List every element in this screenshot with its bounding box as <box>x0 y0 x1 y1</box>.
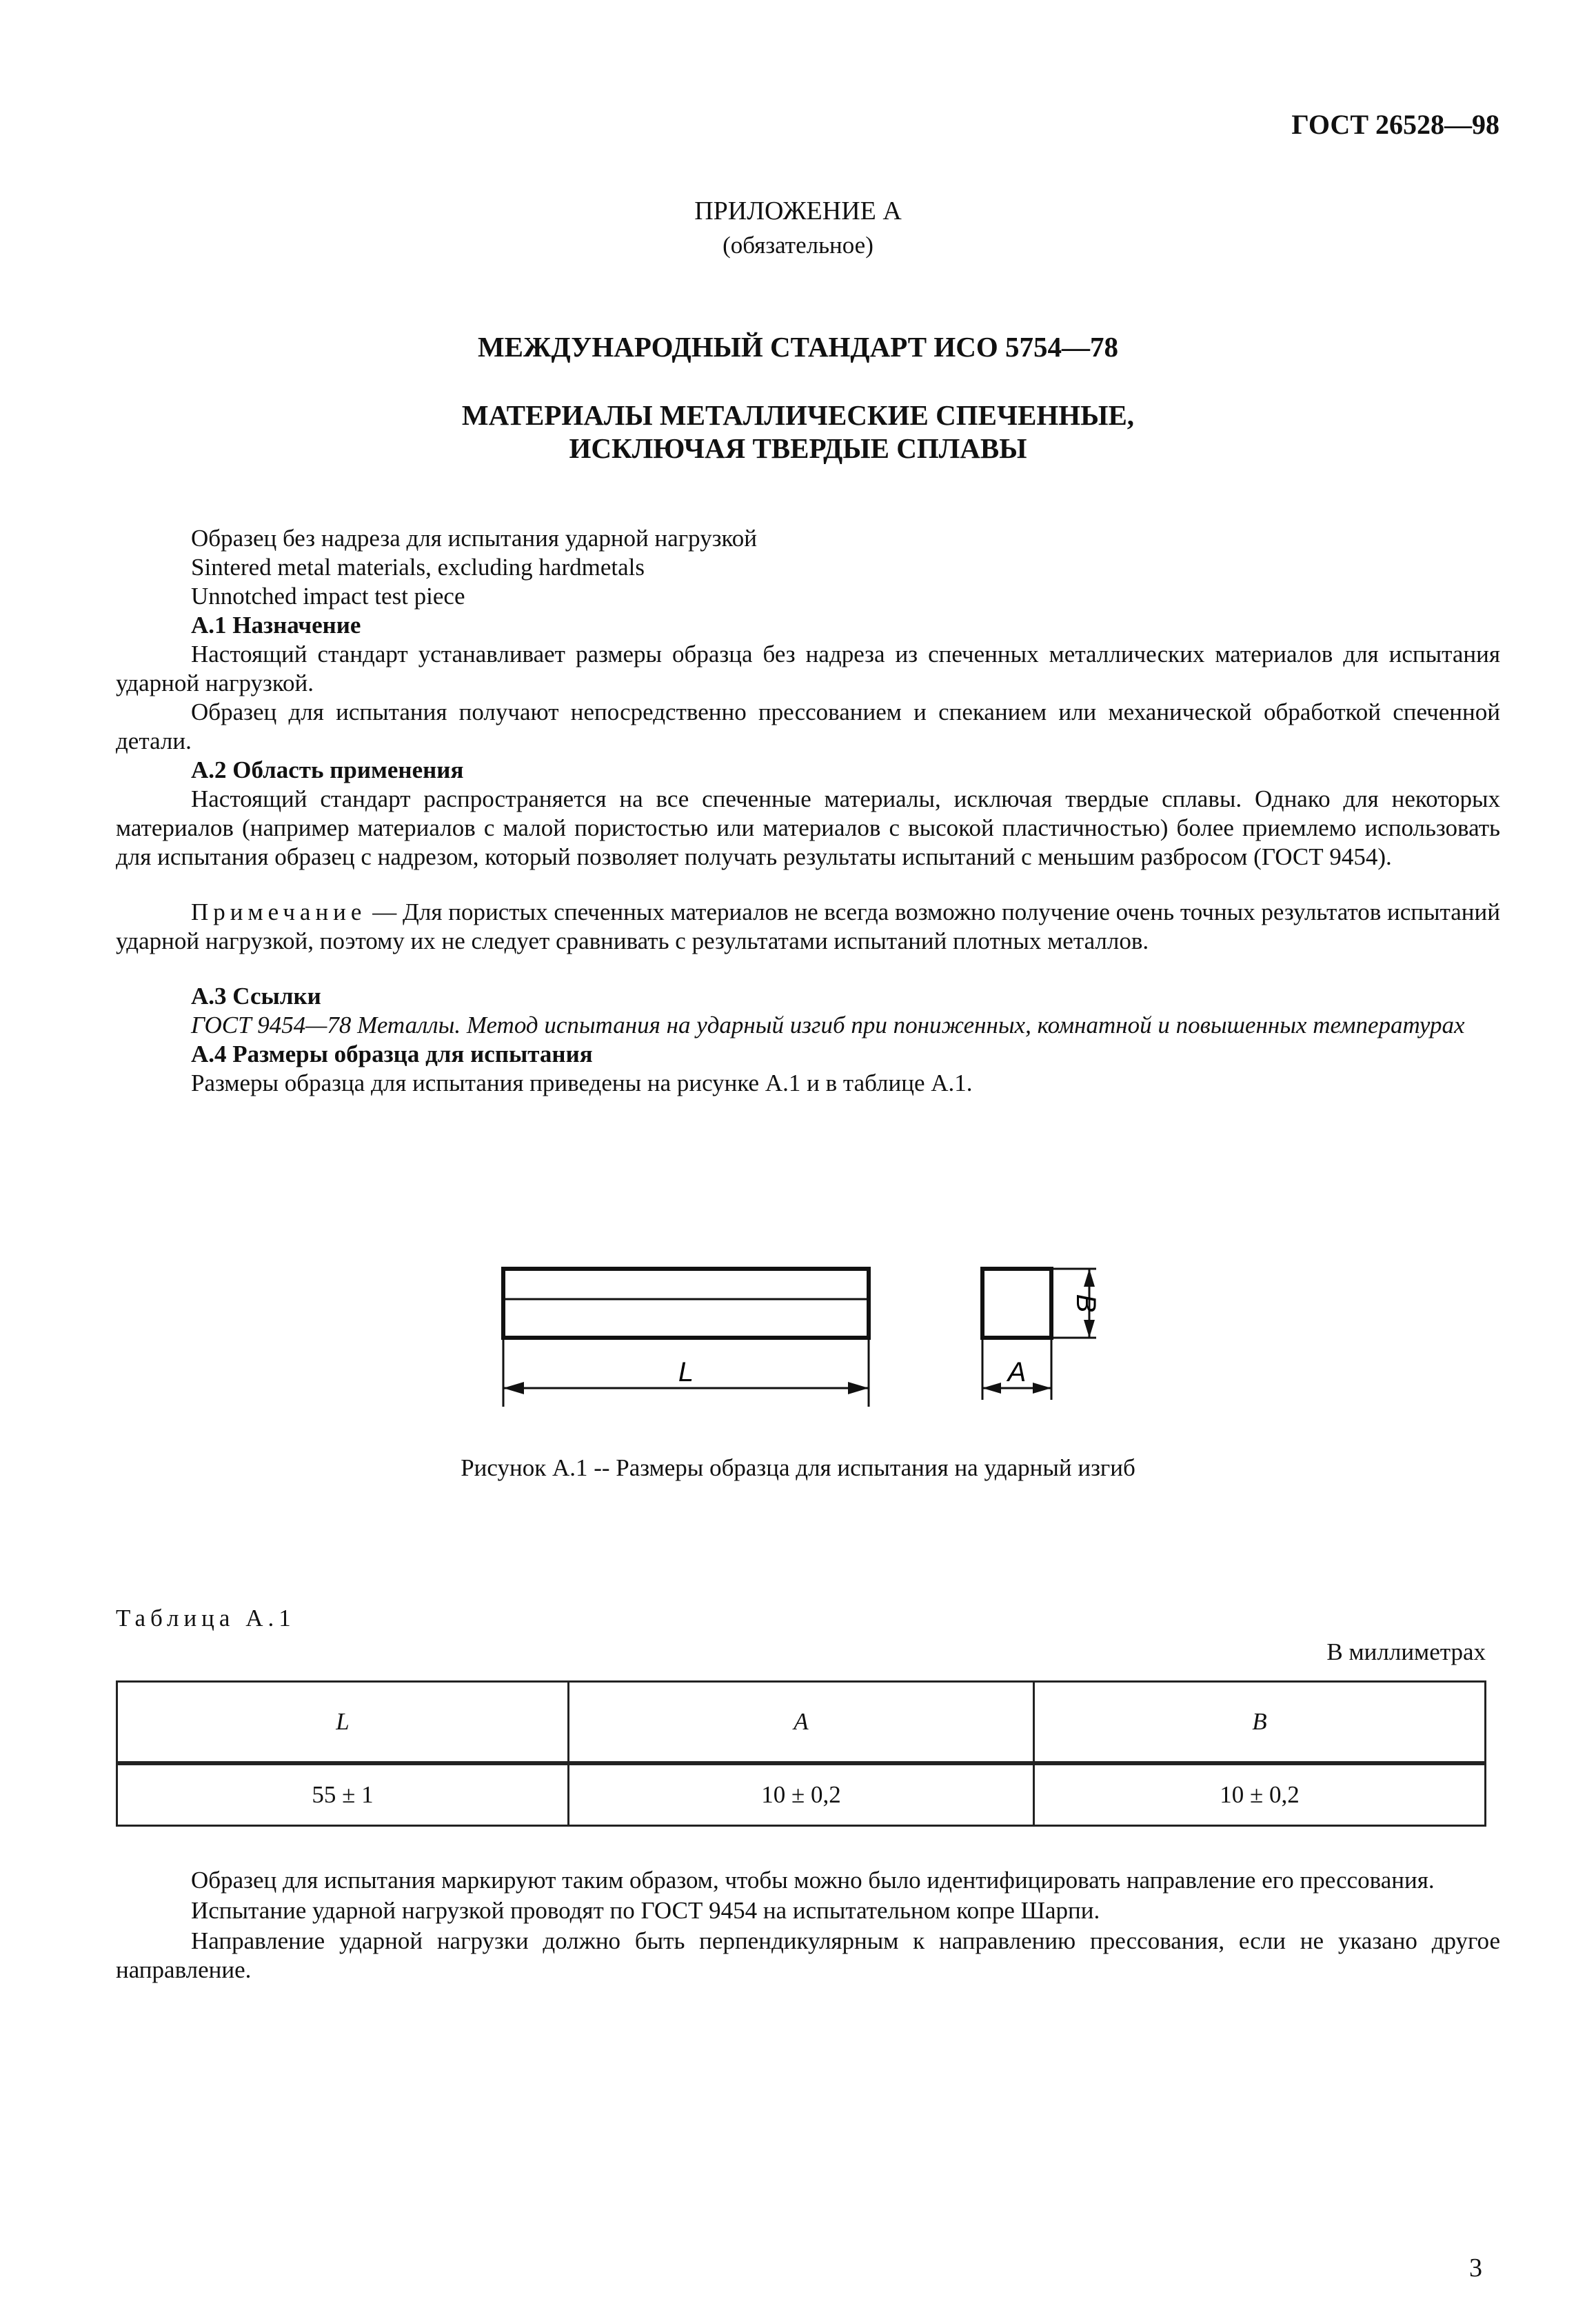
dimension-L-label: L <box>678 1357 694 1387</box>
closing-para1: Образец для испытания маркируют таким образом, чтобы можно было идентифицировать направление его прессования. <box>191 1867 1435 1894</box>
section-a2-para1: Настоящий стандарт распространяется на все спеченные материалы, исключая твердые сплавы. Однако для некоторых материалов (например материалов с малой пористостью или материалов с высокой пластичностью) более приемлемо использовать для испытания образец с надрезом, который позволяет получать результаты испытаний с меньшим разбросом (ГОСТ 9454). <box>116 785 1500 870</box>
document-code: ГОСТ 26528—98 <box>1291 109 1499 140</box>
dimension-A-label: A <box>1007 1357 1027 1387</box>
section-a1-para1: Настоящий стандарт устанавливает размеры образца без надреза из спеченных металлических материалов для испытания ударной нагрузкой. <box>116 641 1500 696</box>
section-a4-para1: Размеры образца для испытания приведены на рисунке А.1 и в таблице А.1. <box>191 1070 973 1096</box>
note-label: Примечание <box>191 899 367 925</box>
materials-title <box>0 399 1596 465</box>
lead-line-en2: Unnotched impact test piece <box>191 583 465 610</box>
figure-caption: Рисунок А.1 -- Размеры образца для испытания на ударный изгиб <box>461 1454 1135 1481</box>
closing-para2: Испытание ударной нагрузкой проводят по ГОСТ 9454 на испытательном копре Шарпи. <box>191 1897 1100 1924</box>
specimen-side-view <box>503 1269 869 1338</box>
appendix-note: (обязательное) <box>723 232 873 259</box>
section-a2-note <box>116 898 1500 956</box>
cell-L-value: 55 ± 1 <box>117 1763 569 1826</box>
materials-title-line2: ИСКЛЮЧАЯ ТВЕРДЫЕ СПЛАВЫ <box>569 432 1027 464</box>
dimensions-table <box>116 1680 1486 1827</box>
table-units: В миллиметрах <box>1326 1638 1486 1665</box>
header-L: L <box>117 1682 569 1764</box>
standard-title: МЕЖДУНАРОДНЫЙ СТАНДАРТ ИСО 5754—78 <box>477 331 1119 363</box>
table-header-row <box>117 1682 1486 1764</box>
materials-title-line1: МАТЕРИАЛЫ МЕТАЛЛИЧЕСКИЕ СПЕЧЕННЫЕ, <box>461 399 1135 431</box>
lead-line-ru: Образец без надреза для испытания ударной нагрузкой <box>191 525 757 552</box>
section-a1-heading: А.1 Назначение <box>191 612 361 639</box>
specimen-cross-section <box>982 1269 1051 1338</box>
page-number: 3 <box>1469 2253 1482 2282</box>
table-row <box>117 1763 1486 1826</box>
dimension-B-label: B <box>1071 1294 1101 1313</box>
cell-A-value: 10 ± 0,2 <box>569 1763 1034 1826</box>
note-text: — Для пористых спеченных материалов не всегда возможно получение очень точных результатов испытаний ударной нагрузкой, поэтому их не следует сравнивать с результатами испытаний плотных металлов. <box>116 899 1500 954</box>
lead-line-en1: Sintered metal materials, excluding hardmetals <box>191 554 645 581</box>
closing-para3: Направление ударной нагрузки должно быть перпендикулярным к направлению прессования, если не указано другое направление. <box>116 1927 1500 1983</box>
section-a4-heading: А.4 Размеры образца для испытания <box>191 1041 593 1067</box>
main-text <box>116 524 1500 1098</box>
header-B: B <box>1033 1682 1485 1764</box>
appendix-title: ПРИЛОЖЕНИЕ А <box>694 197 902 225</box>
table-label: Таблица А.1 <box>116 1605 296 1632</box>
section-a1-para2: Образец для испытания получают непосредственно прессованием и спеканием или механической обработкой спеченной детали. <box>116 699 1500 754</box>
section-a3-reference: ГОСТ 9454—78 Металлы. Метод испытания на ударный изгиб при пониженных, комнатной и повышенных температурах <box>191 1012 1465 1038</box>
cell-B-value: 10 ± 0,2 <box>1033 1763 1485 1826</box>
section-a3-heading: А.3 Ссылки <box>191 983 321 1010</box>
header-A: A <box>569 1682 1034 1764</box>
section-a2-heading: А.2 Область применения <box>191 756 464 783</box>
closing-text <box>116 1866 1500 1985</box>
figure-a1-diagram <box>483 1255 1117 1414</box>
